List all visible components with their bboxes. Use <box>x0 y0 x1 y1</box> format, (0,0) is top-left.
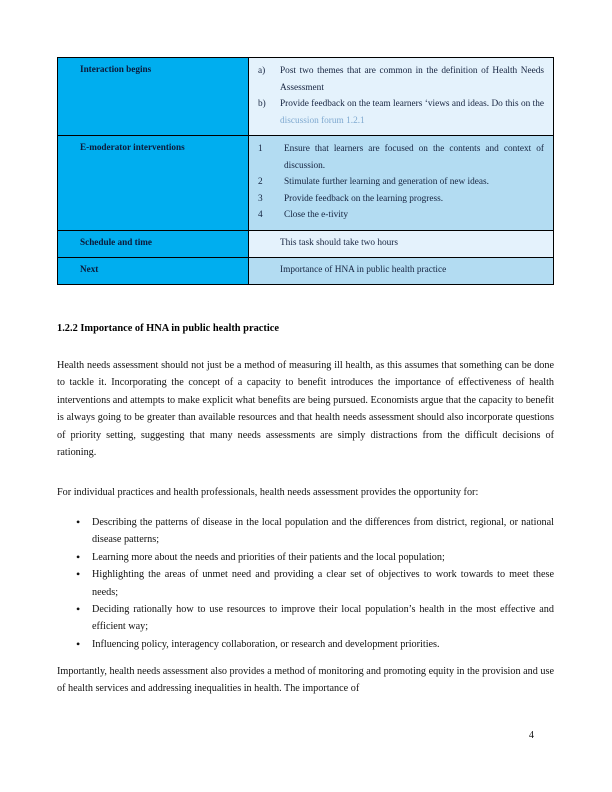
item-text: Stimulate further learning and generation of new ideas. <box>284 177 489 187</box>
list-item-label: Influencing policy, interagency collaboration, or research and development priorities. <box>92 638 440 650</box>
list-item <box>258 207 544 224</box>
row-label-next: Next <box>80 263 99 274</box>
paragraph-1: Health needs assessment should not just be a method of measuring ill health, as this assumes that something can be done to tackle it. Incorporating the concept of a capacity to benefit introduces the importance of effectiveness of health interventions and attempts to make explicit what benefits are being pursued. Economists argue that the capacity to benefit is always going to be greater than available resources and that health needs assessment should also incorporate questions of priority setting, suggesting that many needs assessments are simply distractions from the difficult decisions of rationing. <box>57 360 554 459</box>
item-text: Ensure that learners are focused on the contents and context of discussion. <box>284 144 544 171</box>
list-item-label: Describing the patterns of disease in the local population and the differences from district, regional, or national disease patterns; <box>92 517 554 546</box>
list-item <box>258 191 544 208</box>
item-marker: b) <box>258 99 266 109</box>
list-item <box>258 141 544 174</box>
table-row-body-cell <box>249 230 554 257</box>
etivity-table-body <box>58 58 554 285</box>
etivity-table <box>57 57 554 285</box>
table-row <box>58 58 554 136</box>
table-row-label-cell <box>58 136 249 231</box>
item-text: Provide feedback on the learning progress. <box>284 193 444 204</box>
list-item <box>258 63 544 96</box>
benefits-bullet-list <box>57 514 554 653</box>
row-label-interaction-begins: Interaction begins <box>80 64 152 74</box>
item-marker: 4 <box>258 210 263 220</box>
list-item <box>258 96 544 129</box>
item-text: Close the e-tivity <box>284 210 349 220</box>
item-marker: 3 <box>258 193 263 204</box>
list-item <box>57 514 554 549</box>
list-item <box>258 174 544 191</box>
table-row <box>58 136 554 231</box>
item-marker: 1 <box>258 144 263 154</box>
bullet-icon: • <box>76 567 81 582</box>
bullet-icon: • <box>76 636 81 651</box>
bullet-icon: • <box>76 549 81 564</box>
paragraph-2: For individual practices and health professionals, health needs assessment provides the opportunity for: <box>57 487 479 498</box>
table-row-label-cell <box>58 230 249 257</box>
schedule-and-time-value: This task should take two hours <box>280 237 399 248</box>
row-label-schedule-and-time: Schedule and time <box>80 236 152 247</box>
table-row <box>58 230 554 257</box>
list-item-label: Highlighting the areas of unmet need and providing a clear set of objectives to work towards to meet these needs; <box>92 569 554 598</box>
item-text <box>280 96 544 129</box>
table-row-body-cell <box>249 58 554 136</box>
list-item <box>57 601 554 636</box>
table-row-body-cell <box>249 136 554 231</box>
paragraph-3: Importantly, health needs assessment also provides a method of monitoring and promoting equity in the provision and use of health services and addressing inequalities in health. The importance of <box>57 666 554 695</box>
table-row-label-cell <box>58 58 249 136</box>
table-row-body-cell <box>249 257 554 284</box>
list-item <box>57 636 554 653</box>
list-item-label: Learning more about the needs and priorities of their patients and the local population; <box>92 551 445 563</box>
bullet-icon: • <box>76 515 81 529</box>
next-value: Importance of HNA in public health practice <box>280 264 447 275</box>
table-row-label-cell <box>58 257 249 284</box>
section-heading: 1.2.2 Importance of HNA in public health practice <box>57 323 279 334</box>
item-text: Post two themes that are common in the definition of Health Needs Assessment <box>280 66 544 93</box>
page-number: 4 <box>528 730 534 741</box>
item-marker: a) <box>258 66 266 76</box>
row-label-e-moderator-interventions: E-moderator interventions <box>80 142 185 152</box>
bullet-icon: • <box>76 602 81 617</box>
list-item-label: Deciding rationally how to use resources to improve their local population’s health in the most effective and efficient way; <box>92 604 554 633</box>
item-marker: 2 <box>258 177 263 187</box>
item-text-lead: Provide feedback on the team learners ‘views and ideas. Do this on the <box>280 99 544 109</box>
list-item <box>57 549 554 566</box>
discussion-forum-link[interactable]: discussion forum 1.2.1 <box>280 115 365 126</box>
table-row <box>58 257 554 284</box>
list-item <box>57 566 554 601</box>
